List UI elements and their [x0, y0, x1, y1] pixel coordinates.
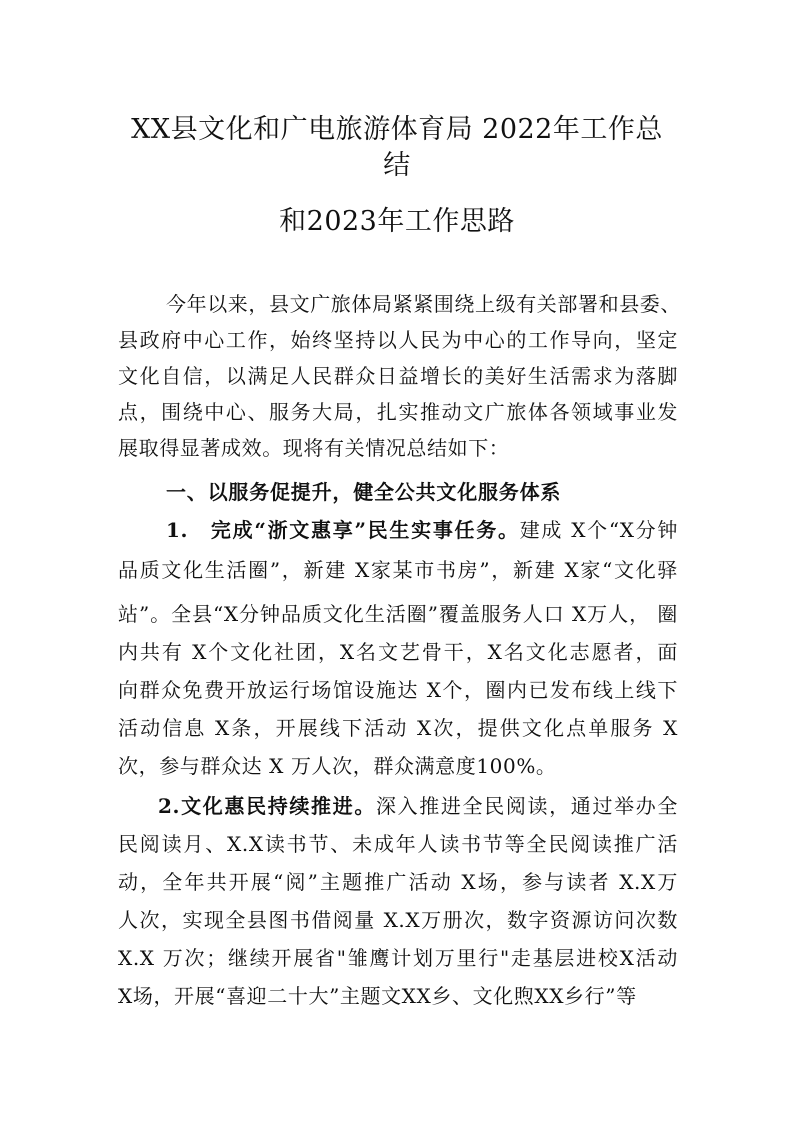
item-1-line: 向群众免费开放运行场馆设施达 X个，圈内已发布线上线下: [118, 678, 678, 702]
intro-line: 文化自信，以满足人民群众日益增长的美好生活需求为落脚: [118, 364, 678, 388]
item-2-lead: 2.文化惠民持续推进。: [158, 794, 376, 818]
item-2-first-line: [158, 792, 678, 820]
document-title-line-2: 结: [383, 150, 411, 181]
item-1-line: 品质文化生活圈”，新建 X家某市书房”，新建 X家“文化驿: [118, 558, 678, 582]
item-2-line: 人次，实现全县图书借阅量 X.X万册次，数字资源访问次数: [118, 908, 678, 932]
item-1-first-line: [166, 516, 678, 544]
intro-line: 点，围绕中心、服务大局，扎实推动文广旅体各领域事业发: [118, 400, 678, 424]
intro-line: 展取得显著成效。现将有关情况总结如下：: [118, 436, 510, 460]
document-title-line-1: XX县文化和广电旅游体育局 2022年工作总: [131, 114, 663, 145]
item-2-text: 深入推进全民阅读，通过举办全: [375, 794, 678, 818]
document-title-line-3: 和2023年工作思路: [279, 206, 515, 237]
item-1-line: 活动信息 X条，开展线下活动 X次，提供文化点单服务 X: [118, 716, 678, 740]
item-2-line: X.X 万次；继续开展省"雏鹰计划万里行"走基层进校X活动: [118, 946, 678, 970]
section-heading: 一、以服务促提升，健全公共文化服务体系: [166, 480, 562, 504]
intro-line: 今年以来，县文广旅体局紧紧围绕上级有关部署和县委、: [166, 292, 681, 316]
item-1-text: 建成 X个“X分钟: [519, 518, 678, 542]
intro-line: 县政府中心工作，始终坚持以人民为中心的工作导向，坚定: [118, 328, 678, 352]
item-1-line: 次，参与群众达 X 万人次，群众满意度100%。: [118, 754, 557, 778]
item-2-line: 民阅读月、X.X读书节、未成年人读书节等全民阅读推广活: [118, 832, 678, 856]
item-1-line: 内共有 X个文化社团，X名文艺骨干，X名文化志愿者，面: [118, 640, 678, 664]
item-1-lead: 1. 完成“浙文惠享”民生实事任务。: [166, 518, 520, 542]
item-2-line: 动，全年共开展“阅”主题推广活动 X场，参与读者 X.X万: [118, 870, 678, 894]
item-2-line: X场，开展“喜迎二十大”主题文XX乡、文化煦XX乡行”等: [118, 984, 637, 1008]
item-1-line: 站”。全县“X分钟品质文化生活圈”覆盖服务人口 X万人， 圈: [118, 602, 678, 626]
